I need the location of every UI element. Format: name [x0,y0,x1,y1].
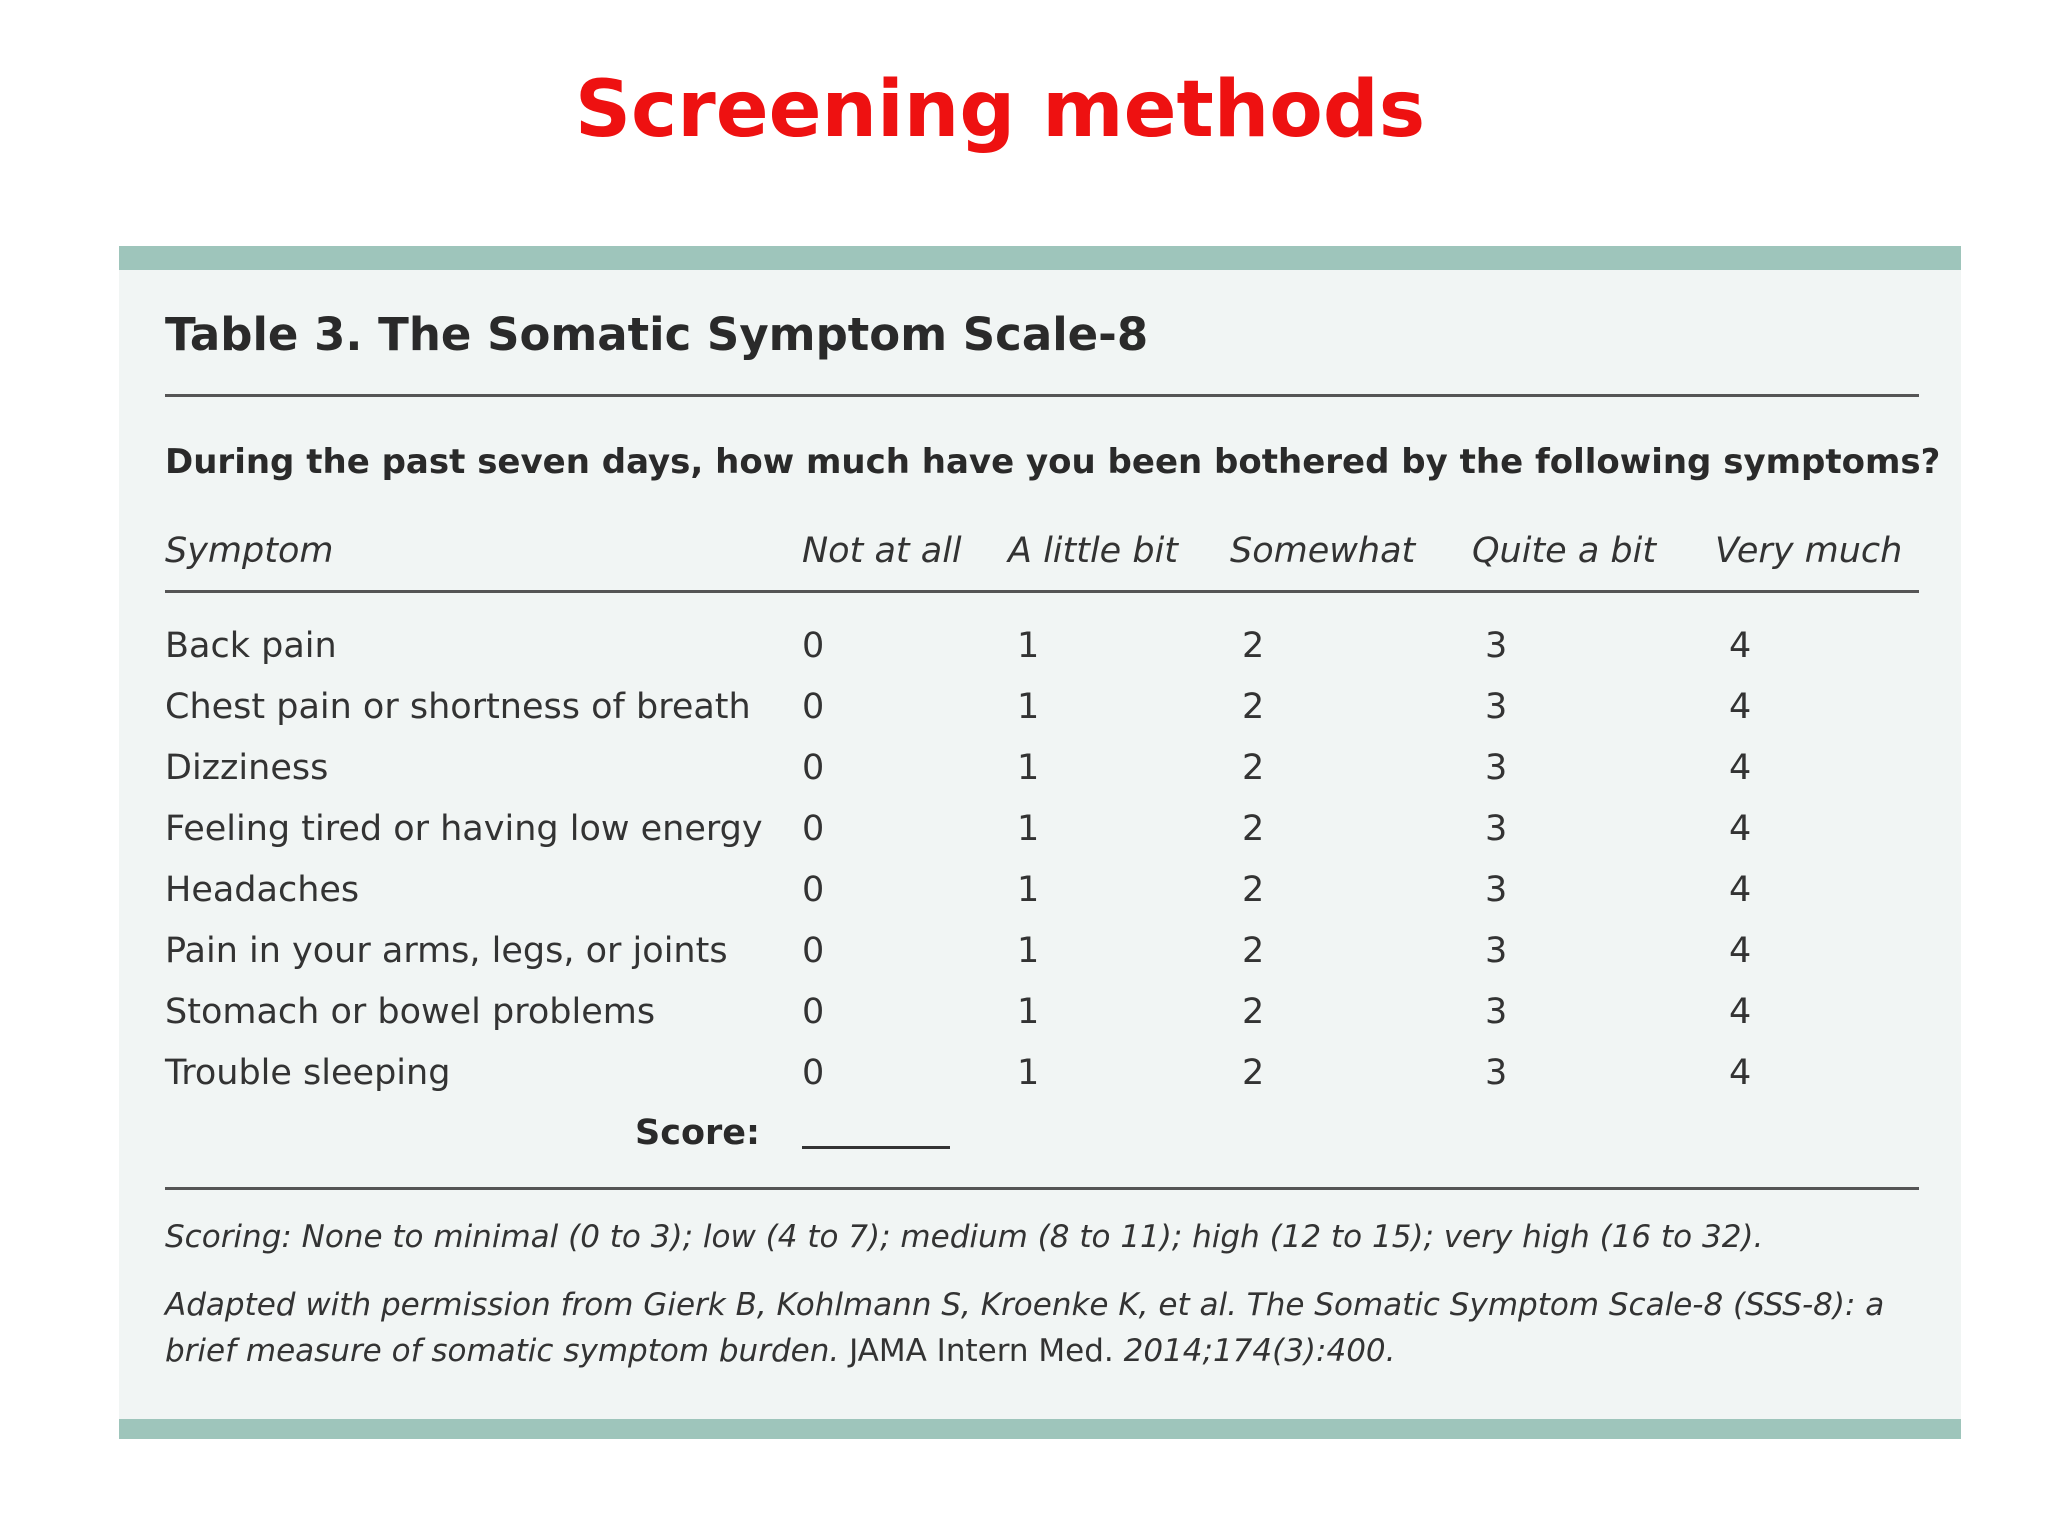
score-cell-very-much: 4 [1729,870,1752,910]
table-row [119,921,1961,982]
scoring-note: Scoring: None to minimal (0 to 3); low (4 to 7); medium (8 to 11); high (12 to 15); very high (16 to 32). [165,1219,1764,1255]
score-label: Score: [635,1113,760,1153]
table-panel [119,246,1961,1439]
score-cell-very-much: 4 [1729,748,1752,788]
score-cell-somewhat: 2 [1242,687,1265,727]
table-row [119,799,1961,860]
score-cell-quite-a-bit: 3 [1485,992,1508,1032]
score-cell-not-at-all: 0 [802,626,825,666]
score-cell-somewhat: 2 [1242,1053,1265,1093]
table-row [119,1043,1961,1104]
title-divider [165,394,1919,397]
score-cell-a-little-bit: 1 [1017,931,1040,971]
score-cell-a-little-bit: 1 [1017,626,1040,666]
column-header-somewhat: Somewhat [1230,531,1416,571]
table-row [119,738,1961,799]
score-cell-very-much: 4 [1729,626,1752,666]
score-cell-very-much: 4 [1729,809,1752,849]
table-row [119,677,1961,738]
score-cell-not-at-all: 0 [802,687,825,727]
column-header-symptom: Symptom [165,531,334,571]
column-header-very-much: Very much [1715,531,1903,571]
symptom-label: Stomach or bowel problems [165,992,656,1032]
score-cell-very-much: 4 [1729,992,1752,1032]
slide-title: Screening methods [574,65,1426,155]
score-cell-a-little-bit: 1 [1017,870,1040,910]
symptom-label: Feeling tired or having low energy [165,809,763,849]
score-cell-somewhat: 2 [1242,748,1265,788]
score-cell-a-little-bit: 1 [1017,992,1040,1032]
source-citation [165,1282,1925,1374]
score-cell-very-much: 4 [1729,931,1752,971]
score-cell-not-at-all: 0 [802,992,825,1032]
score-cell-a-little-bit: 1 [1017,809,1040,849]
score-cell-a-little-bit: 1 [1017,748,1040,788]
score-cell-very-much: 4 [1729,1053,1752,1093]
score-cell-somewhat: 2 [1242,626,1265,666]
score-cell-quite-a-bit: 3 [1485,870,1508,910]
journal-name: JAMA Intern Med. [849,1333,1114,1369]
symptom-label: Trouble sleeping [165,1053,451,1093]
citation-text: Adapted with permission from Gierk B, Kohlmann S, Kroenke K, et al. The Somatic Symptom Scale-8 (SSS-8): a brief measure of somatic symptom burden. [165,1287,1885,1369]
table-title: Table 3. The Somatic Symptom Scale-8 [165,308,1149,361]
citation-volume: 2014;174(3):400. [1123,1333,1396,1369]
symptom-label: Dizziness [165,748,329,788]
table-row [119,616,1961,677]
score-cell-quite-a-bit: 3 [1485,626,1508,666]
symptom-rows [119,616,1961,1104]
column-header-a-little-bit: A little bit [1008,531,1179,571]
score-cell-somewhat: 2 [1242,870,1265,910]
score-cell-quite-a-bit: 3 [1485,748,1508,788]
table-row [119,860,1961,921]
table-row [119,982,1961,1043]
score-cell-quite-a-bit: 3 [1485,931,1508,971]
score-cell-a-little-bit: 1 [1017,687,1040,727]
score-cell-quite-a-bit: 3 [1485,1053,1508,1093]
symptom-label: Chest pain or shortness of breath [165,687,751,727]
panel-top-bar [119,246,1961,270]
symptom-label: Pain in your arms, legs, or joints [165,931,728,971]
score-cell-quite-a-bit: 3 [1485,809,1508,849]
score-blank-line [802,1146,950,1149]
score-cell-somewhat: 2 [1242,809,1265,849]
panel-bottom-bar [119,1419,1961,1439]
symptom-label: Back pain [165,626,337,666]
score-cell-somewhat: 2 [1242,931,1265,971]
score-cell-somewhat: 2 [1242,992,1265,1032]
footer-divider [165,1187,1919,1190]
score-cell-not-at-all: 0 [802,809,825,849]
score-cell-a-little-bit: 1 [1017,1053,1040,1093]
score-cell-very-much: 4 [1729,687,1752,727]
score-cell-not-at-all: 0 [802,870,825,910]
symptom-label: Headaches [165,870,360,910]
column-header-not-at-all: Not at all [802,531,962,571]
score-cell-not-at-all: 0 [802,1053,825,1093]
score-cell-quite-a-bit: 3 [1485,687,1508,727]
score-cell-not-at-all: 0 [802,748,825,788]
table-question: During the past seven days, how much have you been bothered by the following symptoms? [165,442,1941,482]
score-cell-not-at-all: 0 [802,931,825,971]
header-divider [165,590,1919,593]
column-header-quite-a-bit: Quite a bit [1472,531,1657,571]
